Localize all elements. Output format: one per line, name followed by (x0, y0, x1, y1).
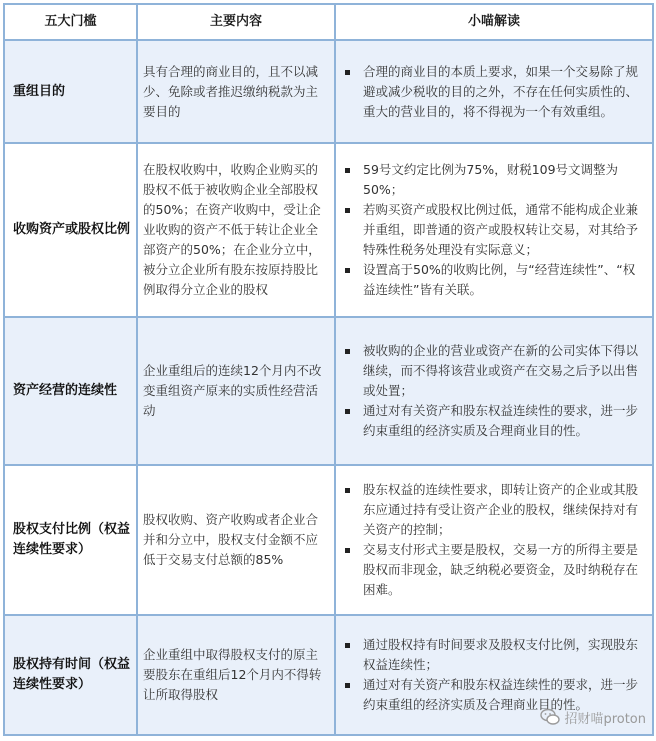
watermark-text: 招财喵proton (564, 711, 646, 727)
table-row (4, 317, 653, 465)
reading-bullet: 设置高于50%的收购比例，与“经营连续性”、“权益连续性”皆有关联。 (341, 260, 647, 300)
reading-cell (335, 143, 653, 317)
table-row (4, 40, 653, 143)
threshold-cell: 股权支付比例（权益连续性要求） (4, 465, 137, 615)
content-cell: 具有合理的商业目的，且不以减少、免除或者推迟缴纳税款为主要目的 (137, 40, 335, 143)
reading-bullet: 通过对有关资产和股东权益连续性的要求，进一步约束重组的经济实质及合理商业目的性。 (341, 675, 647, 715)
reading-bullet: 59号文约定比例为75%，财税109号文调整为50%； (341, 160, 647, 200)
wechat-icon (540, 707, 560, 727)
header-content: 主要内容 (137, 4, 335, 40)
reading-bullet: 若购买资产或股权比例过低，通常不能构成企业兼并重组，即普通的资产或股权转让交易，对其给予特殊性税务处理没有实际意义； (341, 200, 647, 260)
table-row (4, 143, 653, 317)
table-row (4, 465, 653, 615)
content-cell: 股权收购、资产收购或者企业合并和分立中，股权支付金额不应低于交易支付总额的85% (137, 465, 335, 615)
threshold-cell: 股权持有时间（权益连续性要求） (4, 615, 137, 735)
reading-bullet: 合理的商业目的本质上要求，如果一个交易除了规避或减少税收的目的之外，不存在任何实质性的、重大的营业目的，将不得视为一个有效重组。 (341, 62, 647, 122)
reading-cell (335, 465, 653, 615)
watermark (540, 707, 646, 727)
reading-bullet: 被收购的企业的营业或资产在新的公司实体下得以继续，而不得将该营业或资产在交易之后予以出售或处置； (341, 341, 647, 401)
header-reading: 小喵解读 (335, 4, 653, 40)
reading-cell (335, 40, 653, 143)
content-cell: 企业重组后的连续12个月内不改变重组资产原来的实质性经营活动 (137, 317, 335, 465)
header-threshold: 五大门槛 (4, 4, 137, 40)
reading-cell (335, 317, 653, 465)
thresholds-table (3, 3, 654, 736)
header-row (4, 4, 653, 40)
reading-bullet: 通过股权持有时间要求及股权支付比例，实现股东权益连续性； (341, 635, 647, 675)
content-cell: 企业重组中取得股权支付的原主要股东在重组后12个月内不得转让所取得股权 (137, 615, 335, 735)
threshold-cell: 重组目的 (4, 40, 137, 143)
content-cell: 在股权收购中，收购企业购买的股权不低于被收购企业全部股权的50%；在资产收购中，受让企业收购的资产不低于转让企业全部资产的50%；在企业分立中，被分立企业所有股东按原持股比例取得分立企业的股权 (137, 143, 335, 317)
reading-bullet: 交易支付形式主要是股权，交易一方的所得主要是股权而非现金，缺乏纳税必要资金，及时纳税存在困难。 (341, 540, 647, 600)
reading-bullet: 通过对有关资产和股东权益连续性的要求，进一步约束重组的经济实质及合理商业目的性。 (341, 401, 647, 441)
threshold-cell: 资产经营的连续性 (4, 317, 137, 465)
threshold-cell: 收购资产或股权比例 (4, 143, 137, 317)
reading-bullet: 股东权益的连续性要求，即转让资产的企业或其股东应通过持有受让资产企业的股权，继续保持对有关资产的控制； (341, 480, 647, 540)
